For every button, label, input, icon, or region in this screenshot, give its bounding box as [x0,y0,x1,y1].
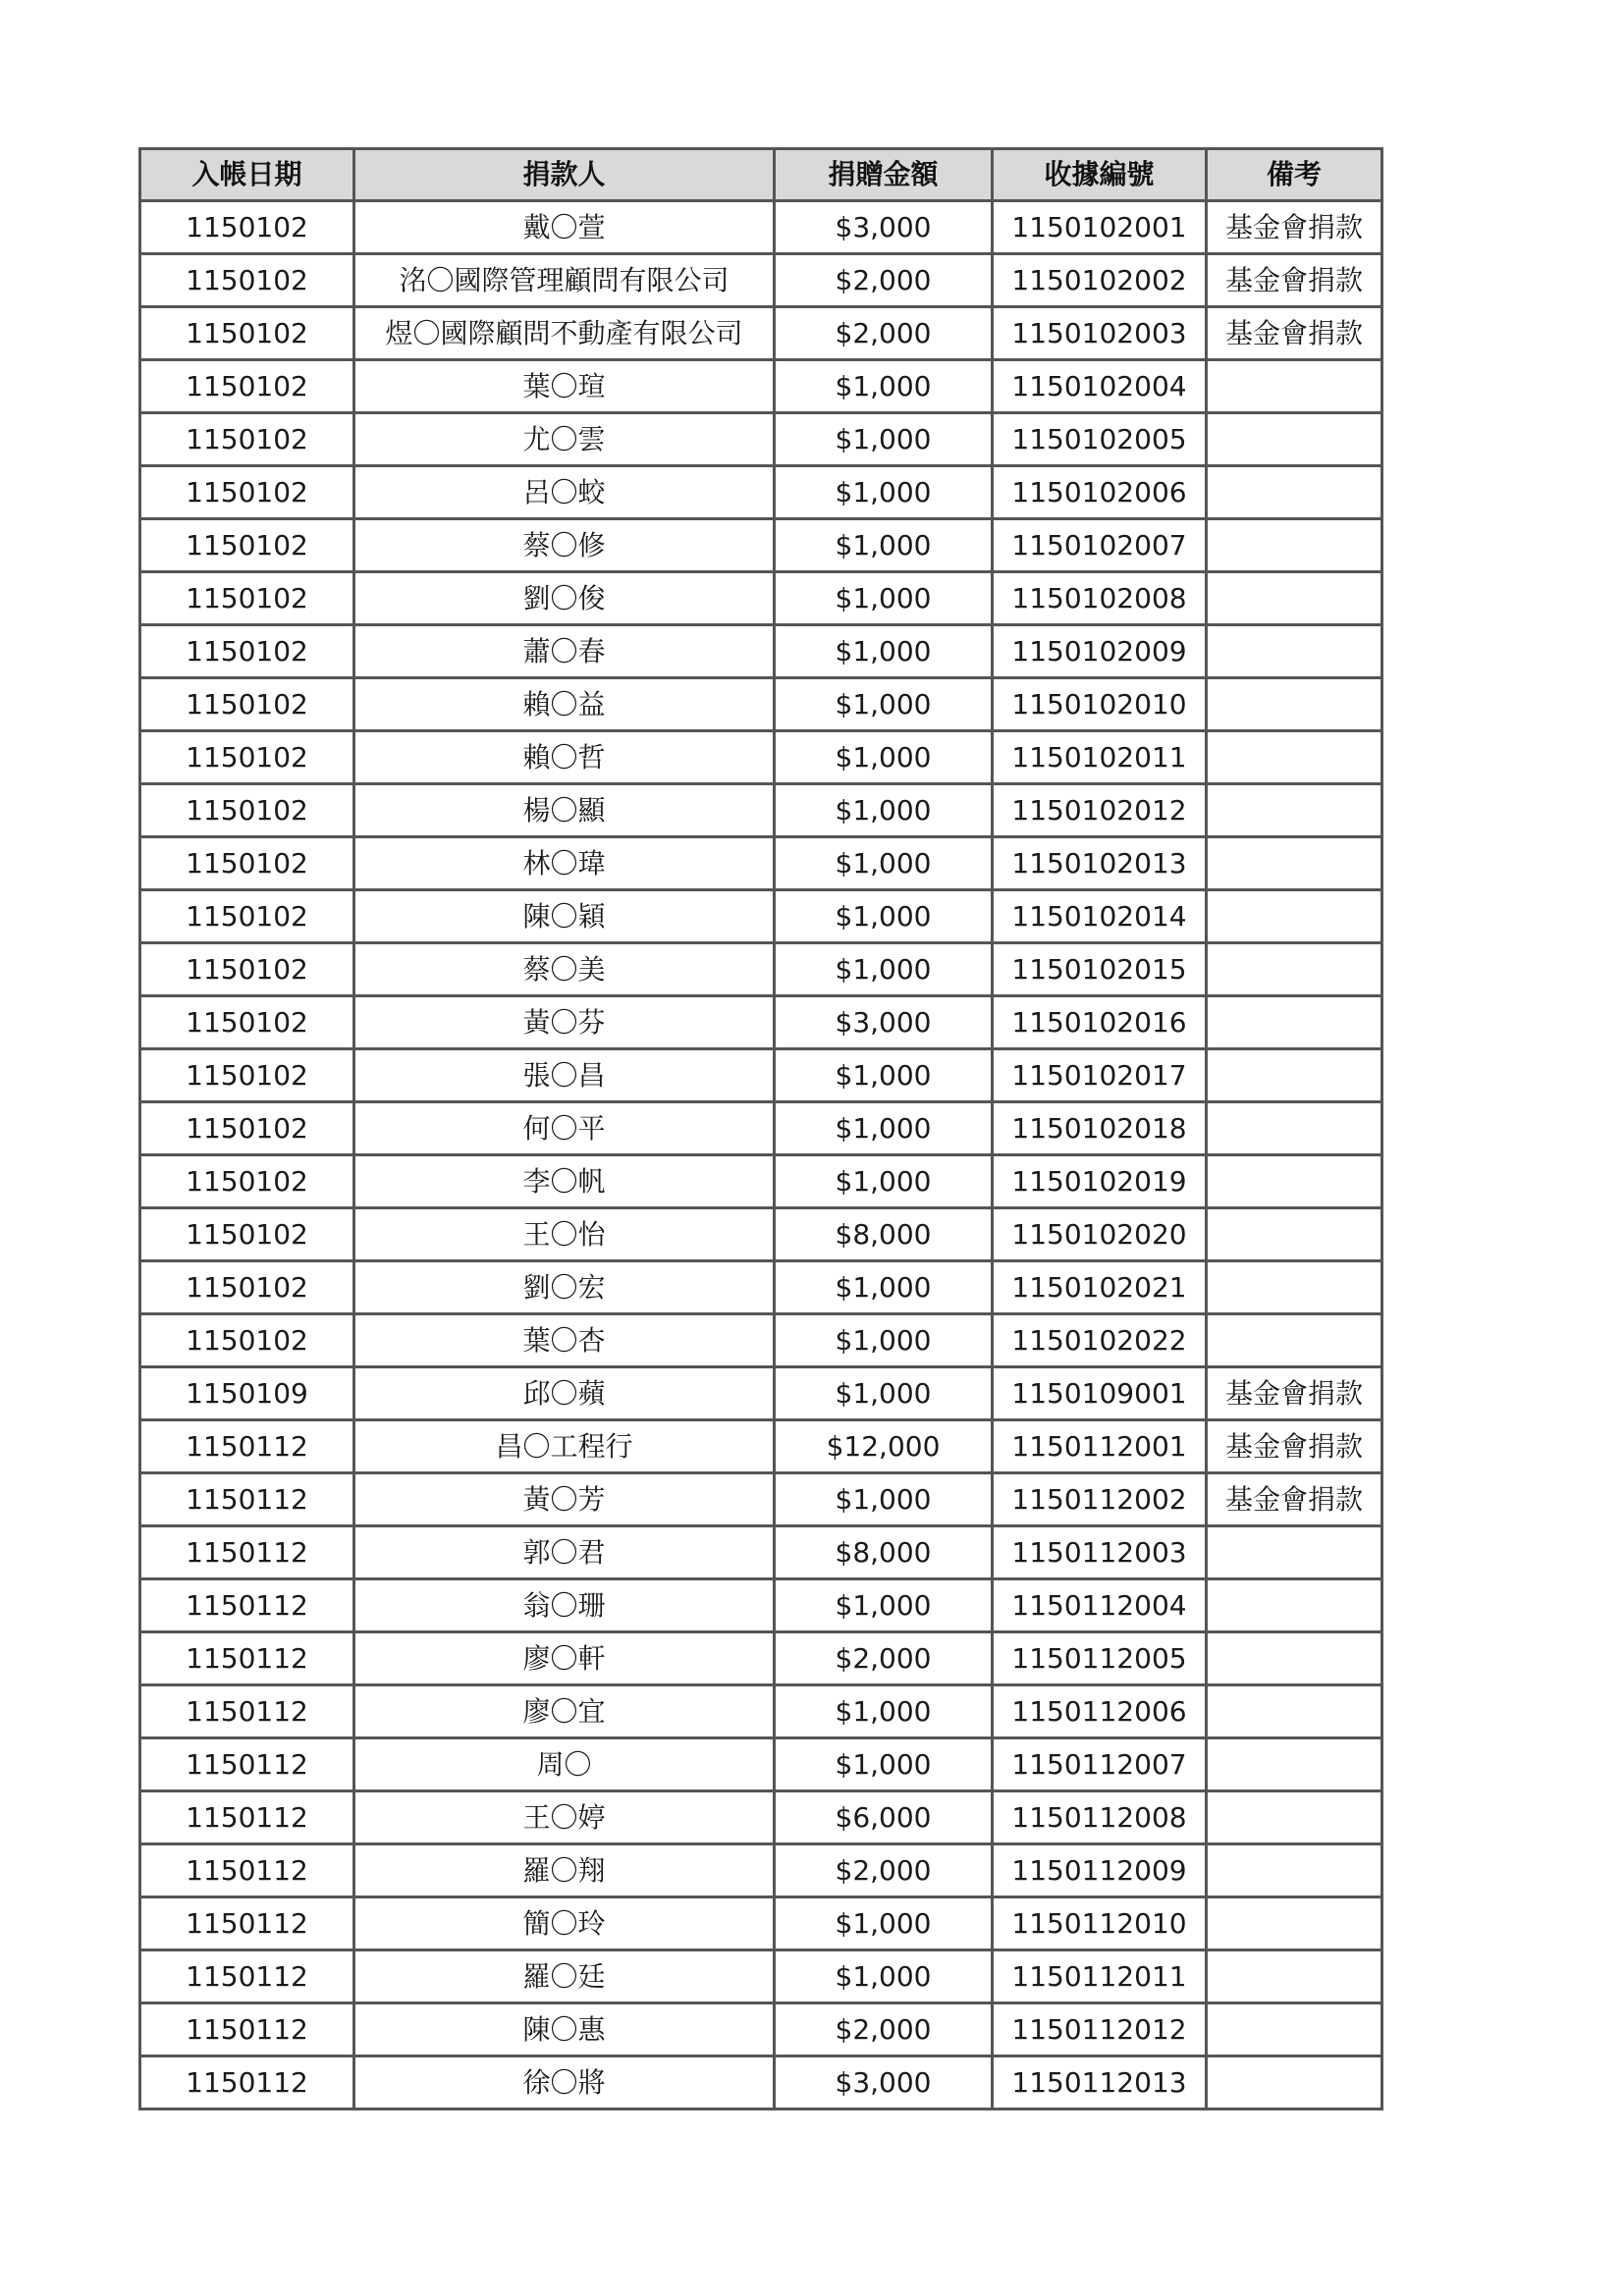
table-row [140,1897,1382,1950]
header-receipt-number: 收據編號 [993,149,1207,201]
cell-receipt-number: 1150112004 [993,1579,1207,1632]
cell-donor: 昌〇工程行 [354,1420,775,1473]
cell-entry-date: 1150102 [140,784,354,837]
cell-amount: $1,000 [775,1367,993,1420]
cell-amount: $1,000 [775,1473,993,1526]
cell-remarks [1207,572,1382,625]
table-row [140,625,1382,678]
table-row [140,466,1382,519]
cell-receipt-number: 1150102007 [993,519,1207,572]
cell-remarks: 基金會捐款 [1207,1473,1382,1526]
cell-remarks: 基金會捐款 [1207,1420,1382,1473]
cell-receipt-number: 1150102022 [993,1314,1207,1367]
cell-donor: 陳〇穎 [354,890,775,943]
cell-remarks [1207,996,1382,1049]
cell-amount: $1,000 [775,1579,993,1632]
table-header [140,149,1382,201]
cell-entry-date: 1150112 [140,1897,354,1950]
cell-donor: 王〇婷 [354,1791,775,1844]
cell-remarks [1207,360,1382,413]
cell-entry-date: 1150102 [140,943,354,996]
cell-donor: 劉〇宏 [354,1261,775,1314]
cell-remarks [1207,1208,1382,1261]
cell-amount: $6,000 [775,1791,993,1844]
table-row [140,837,1382,890]
cell-entry-date: 1150112 [140,1738,354,1791]
cell-donor: 煜〇國際顧問不動產有限公司 [354,307,775,360]
cell-remarks [1207,731,1382,784]
cell-receipt-number: 1150112009 [993,1844,1207,1897]
cell-entry-date: 1150112 [140,1632,354,1685]
cell-receipt-number: 1150102017 [993,1049,1207,1102]
cell-amount: $1,000 [775,519,993,572]
cell-remarks: 基金會捐款 [1207,307,1382,360]
table-row [140,890,1382,943]
table-row [140,519,1382,572]
cell-receipt-number: 1150102009 [993,625,1207,678]
cell-entry-date: 1150102 [140,572,354,625]
cell-donor: 邱〇蘋 [354,1367,775,1420]
cell-receipt-number: 1150102006 [993,466,1207,519]
cell-receipt-number: 1150112001 [993,1420,1207,1473]
cell-amount: $1,000 [775,678,993,731]
cell-receipt-number: 1150102015 [993,943,1207,996]
table-row [140,1049,1382,1102]
cell-amount: $1,000 [775,1049,993,1102]
cell-remarks: 基金會捐款 [1207,201,1382,254]
cell-entry-date: 1150102 [140,307,354,360]
cell-donor: 楊〇顯 [354,784,775,837]
cell-amount: $1,000 [775,890,993,943]
cell-amount: $1,000 [775,1738,993,1791]
cell-remarks [1207,1791,1382,1844]
table-row [140,1155,1382,1208]
cell-remarks [1207,1950,1382,2003]
table-row [140,1473,1382,1526]
table-row [140,731,1382,784]
table-row [140,1950,1382,2003]
cell-remarks [1207,1314,1382,1367]
cell-receipt-number: 1150112006 [993,1685,1207,1738]
cell-remarks [1207,943,1382,996]
cell-donor: 王〇怡 [354,1208,775,1261]
cell-donor: 賴〇益 [354,678,775,731]
cell-amount: $1,000 [775,466,993,519]
cell-entry-date: 1150112 [140,1844,354,1897]
cell-remarks [1207,1049,1382,1102]
cell-amount: $3,000 [775,201,993,254]
cell-donor: 黃〇芳 [354,1473,775,1526]
cell-receipt-number: 1150102013 [993,837,1207,890]
header-donor: 捐款人 [354,149,775,201]
table-row [140,1632,1382,1685]
cell-donor: 黃〇芬 [354,996,775,1049]
cell-entry-date: 1150102 [140,360,354,413]
cell-entry-date: 1150102 [140,1155,354,1208]
table-row [140,1102,1382,1155]
cell-donor: 羅〇翔 [354,1844,775,1897]
header-row [140,149,1382,201]
cell-receipt-number: 1150102008 [993,572,1207,625]
donation-sheet [138,147,1380,2110]
cell-entry-date: 1150112 [140,1526,354,1579]
cell-receipt-number: 1150102016 [993,996,1207,1049]
cell-donor: 蕭〇春 [354,625,775,678]
cell-amount: $8,000 [775,1208,993,1261]
cell-donor: 蔡〇修 [354,519,775,572]
table-row [140,1261,1382,1314]
cell-amount: $3,000 [775,996,993,1049]
cell-donor: 賴〇哲 [354,731,775,784]
cell-remarks [1207,837,1382,890]
cell-receipt-number: 1150112012 [993,2003,1207,2056]
cell-entry-date: 1150102 [140,413,354,466]
cell-entry-date: 1150112 [140,1420,354,1473]
cell-donor: 簡〇玲 [354,1897,775,1950]
cell-donor: 林〇瑋 [354,837,775,890]
cell-donor: 陳〇惠 [354,2003,775,2056]
table-row [140,784,1382,837]
cell-donor: 蔡〇美 [354,943,775,996]
cell-remarks [1207,784,1382,837]
cell-donor: 廖〇軒 [354,1632,775,1685]
cell-amount: $1,000 [775,360,993,413]
cell-entry-date: 1150102 [140,1261,354,1314]
cell-entry-date: 1150112 [140,2056,354,2109]
cell-receipt-number: 1150112011 [993,1950,1207,2003]
table-row [140,1526,1382,1579]
cell-donor: 廖〇宜 [354,1685,775,1738]
cell-entry-date: 1150102 [140,678,354,731]
header-remarks: 備考 [1207,149,1382,201]
cell-entry-date: 1150112 [140,2003,354,2056]
cell-amount: $2,000 [775,254,993,307]
table-row [140,1420,1382,1473]
table-row [140,307,1382,360]
cell-donor: 劉〇俊 [354,572,775,625]
header-entry-date: 入帳日期 [140,149,354,201]
cell-receipt-number: 1150112002 [993,1473,1207,1526]
cell-amount: $1,000 [775,784,993,837]
cell-receipt-number: 1150102020 [993,1208,1207,1261]
cell-donor: 張〇昌 [354,1049,775,1102]
table-body [140,201,1382,2109]
table-row [140,943,1382,996]
cell-entry-date: 1150112 [140,1685,354,1738]
cell-remarks [1207,1579,1382,1632]
cell-entry-date: 1150102 [140,996,354,1049]
cell-amount: $1,000 [775,1261,993,1314]
cell-donor: 葉〇瑄 [354,360,775,413]
cell-donor: 洺〇國際管理顧問有限公司 [354,254,775,307]
cell-amount: $1,000 [775,625,993,678]
cell-receipt-number: 1150102001 [993,201,1207,254]
cell-receipt-number: 1150102021 [993,1261,1207,1314]
cell-donor: 戴〇萱 [354,201,775,254]
table-row [140,1791,1382,1844]
cell-receipt-number: 1150102003 [993,307,1207,360]
cell-donor: 翁〇珊 [354,1579,775,1632]
header-amount: 捐贈金額 [775,149,993,201]
table-row [140,413,1382,466]
cell-receipt-number: 1150109001 [993,1367,1207,1420]
cell-entry-date: 1150102 [140,466,354,519]
table-row [140,2056,1382,2109]
cell-receipt-number: 1150102012 [993,784,1207,837]
cell-entry-date: 1150112 [140,1579,354,1632]
cell-entry-date: 1150102 [140,1049,354,1102]
cell-donor: 羅〇廷 [354,1950,775,2003]
cell-amount: $3,000 [775,2056,993,2109]
cell-entry-date: 1150112 [140,1950,354,2003]
cell-receipt-number: 1150112007 [993,1738,1207,1791]
table-row [140,1738,1382,1791]
cell-receipt-number: 1150112003 [993,1526,1207,1579]
cell-amount: $1,000 [775,572,993,625]
cell-amount: $1,000 [775,1102,993,1155]
cell-receipt-number: 1150102011 [993,731,1207,784]
cell-donor: 呂〇蛟 [354,466,775,519]
cell-receipt-number: 1150102019 [993,1155,1207,1208]
cell-remarks [1207,2003,1382,2056]
cell-amount: $1,000 [775,837,993,890]
table-row [140,678,1382,731]
table-row [140,360,1382,413]
cell-amount: $2,000 [775,307,993,360]
cell-receipt-number: 1150102002 [993,254,1207,307]
cell-receipt-number: 1150102004 [993,360,1207,413]
cell-remarks [1207,678,1382,731]
cell-remarks [1207,1102,1382,1155]
table-row [140,1579,1382,1632]
cell-entry-date: 1150112 [140,1473,354,1526]
cell-donor: 周〇 [354,1738,775,1791]
cell-amount: $2,000 [775,2003,993,2056]
cell-entry-date: 1150102 [140,519,354,572]
cell-amount: $1,000 [775,1314,993,1367]
cell-donor: 葉〇杏 [354,1314,775,1367]
cell-remarks [1207,1632,1382,1685]
cell-receipt-number: 1150112010 [993,1897,1207,1950]
cell-amount: $8,000 [775,1526,993,1579]
table-row [140,1314,1382,1367]
cell-amount: $2,000 [775,1632,993,1685]
cell-amount: $1,000 [775,943,993,996]
cell-amount: $1,000 [775,1685,993,1738]
table-row [140,1685,1382,1738]
cell-remarks [1207,1526,1382,1579]
cell-entry-date: 1150102 [140,837,354,890]
cell-amount: $1,000 [775,731,993,784]
cell-amount: $1,000 [775,1950,993,2003]
table-row [140,254,1382,307]
cell-donor: 何〇平 [354,1102,775,1155]
cell-remarks [1207,890,1382,943]
cell-remarks [1207,1685,1382,1738]
cell-remarks [1207,1155,1382,1208]
cell-remarks [1207,1738,1382,1791]
cell-entry-date: 1150102 [140,1208,354,1261]
table-row [140,572,1382,625]
cell-entry-date: 1150102 [140,731,354,784]
table-row [140,2003,1382,2056]
cell-amount: $12,000 [775,1420,993,1473]
cell-remarks: 基金會捐款 [1207,1367,1382,1420]
cell-entry-date: 1150102 [140,1314,354,1367]
cell-donor: 徐〇將 [354,2056,775,2109]
table-row [140,1844,1382,1897]
table-row [140,1208,1382,1261]
cell-remarks [1207,625,1382,678]
cell-remarks [1207,519,1382,572]
cell-receipt-number: 1150112005 [993,1632,1207,1685]
cell-remarks: 基金會捐款 [1207,254,1382,307]
cell-entry-date: 1150102 [140,890,354,943]
table-row [140,201,1382,254]
cell-entry-date: 1150102 [140,625,354,678]
cell-remarks [1207,466,1382,519]
cell-receipt-number: 1150102014 [993,890,1207,943]
cell-amount: $1,000 [775,1897,993,1950]
cell-donor: 尤〇雲 [354,413,775,466]
cell-entry-date: 1150112 [140,1791,354,1844]
cell-receipt-number: 1150112008 [993,1791,1207,1844]
cell-entry-date: 1150102 [140,254,354,307]
cell-amount: $2,000 [775,1844,993,1897]
cell-remarks [1207,413,1382,466]
cell-receipt-number: 1150112013 [993,2056,1207,2109]
cell-entry-date: 1150102 [140,1102,354,1155]
cell-remarks [1207,1261,1382,1314]
cell-receipt-number: 1150102018 [993,1102,1207,1155]
cell-donor: 李〇帆 [354,1155,775,1208]
cell-entry-date: 1150109 [140,1367,354,1420]
donation-table [138,147,1383,2110]
cell-receipt-number: 1150102010 [993,678,1207,731]
cell-donor: 郭〇君 [354,1526,775,1579]
cell-amount: $1,000 [775,1155,993,1208]
cell-remarks [1207,1897,1382,1950]
table-row [140,996,1382,1049]
cell-amount: $1,000 [775,413,993,466]
cell-remarks [1207,1844,1382,1897]
cell-remarks [1207,2056,1382,2109]
cell-receipt-number: 1150102005 [993,413,1207,466]
table-row [140,1367,1382,1420]
cell-entry-date: 1150102 [140,201,354,254]
